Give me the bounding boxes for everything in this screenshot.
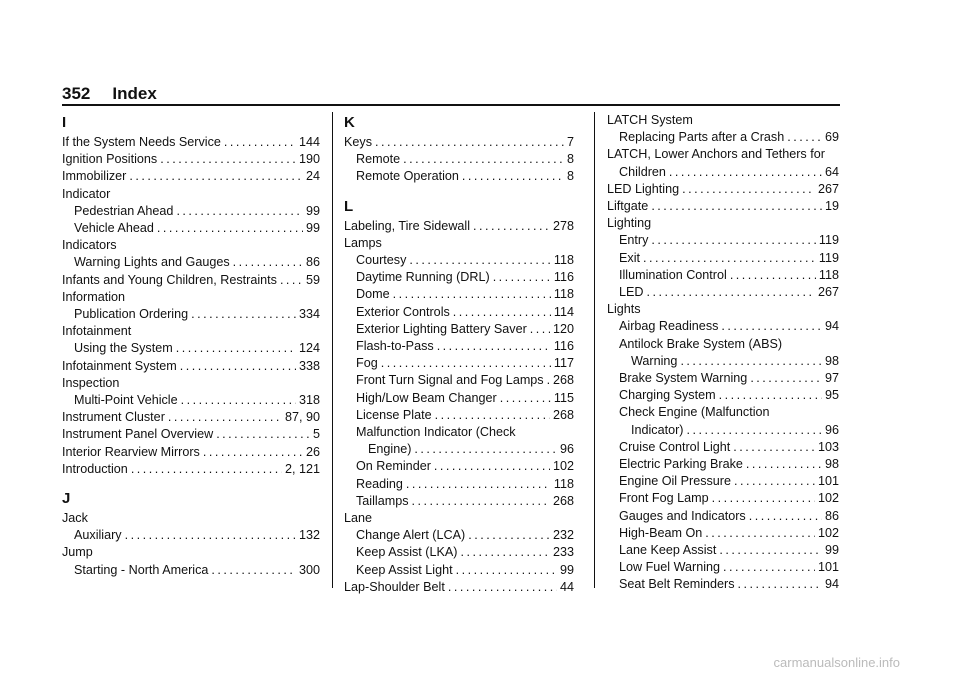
leader-dots [749, 508, 822, 525]
entry-term: Ignition Positions [62, 152, 158, 167]
index-entry[interactable] [62, 358, 320, 375]
index-entry[interactable] [62, 392, 320, 409]
entry-page-ref[interactable]: 268 [552, 407, 574, 422]
index-entry[interactable] [62, 220, 320, 237]
entry-term: Change Alert (LCA) [356, 528, 466, 543]
entry-page-ref[interactable]: 95 [824, 388, 839, 403]
entry-term: Vehicle Ahead [74, 221, 154, 236]
entry-term: Introduction [62, 461, 128, 476]
index-entry[interactable] [62, 562, 320, 579]
leader-dots [734, 473, 815, 490]
index-entry[interactable] [344, 252, 574, 269]
entry-term: Low Fuel Warning [619, 560, 721, 575]
entry-term: Electric Parking Brake [619, 457, 743, 472]
leader-dots [180, 358, 296, 375]
index-entry[interactable] [344, 493, 574, 510]
leader-dots [434, 458, 550, 475]
index-entry[interactable] [62, 409, 320, 426]
entry-page-ref[interactable]: 98 [824, 457, 839, 472]
index-entry[interactable] [344, 151, 574, 168]
index-heading: Lights [607, 302, 641, 317]
entry-term: Multi-Point Vehicle [74, 393, 178, 408]
index-column-1 [62, 112, 320, 579]
index-entry[interactable] [607, 284, 839, 301]
index-column-2 [344, 112, 574, 596]
entry-page-ref[interactable]: 120 [552, 321, 574, 336]
entry-page-ref[interactable]: 94 [824, 319, 839, 334]
leader-dots [129, 168, 303, 185]
section-spacer [62, 478, 320, 488]
leader-dots [381, 355, 551, 372]
index-entry[interactable] [607, 129, 839, 146]
index-entry[interactable] [62, 306, 320, 323]
index-entry[interactable] [344, 355, 574, 372]
entry-page-ref[interactable]: 233 [552, 545, 574, 560]
section-letter: K [344, 114, 355, 131]
entry-page-ref[interactable]: 267 [817, 285, 839, 300]
entry-term: On Reminder [356, 459, 431, 474]
leader-dots [723, 559, 815, 576]
entry-page-ref[interactable]: 118 [553, 287, 574, 302]
index-entry[interactable] [607, 525, 839, 542]
entry-term: Charging System [619, 388, 716, 403]
entry-term: Lane Keep Assist [619, 543, 717, 558]
entry-page-ref[interactable]: 115 [553, 390, 574, 405]
leader-dots [435, 407, 550, 424]
index-entry[interactable] [607, 164, 839, 181]
entry-term: Indicator) [631, 422, 684, 437]
page-number: 352 [62, 84, 91, 103]
entry-term: Starting - North America [74, 562, 209, 577]
entry-page-ref[interactable]: 2, 121 [284, 461, 320, 476]
leader-dots [750, 370, 822, 387]
entry-page-ref[interactable]: 19 [824, 199, 839, 214]
index-heading: Indicators [62, 238, 117, 253]
leader-dots [462, 168, 564, 185]
leader-dots [453, 304, 551, 321]
leader-dots [403, 151, 564, 168]
leader-dots [203, 444, 303, 461]
entry-term: Liftgate [607, 199, 649, 214]
index-heading: Malfunction Indicator (Check [356, 425, 516, 440]
entry-page-ref[interactable]: 267 [817, 181, 839, 196]
leader-dots [712, 490, 815, 507]
entry-term: Exit [619, 250, 640, 265]
entry-page-ref[interactable]: 232 [552, 528, 574, 543]
entry-term: Warning Lights and Gauges [74, 255, 230, 270]
entry-page-ref[interactable]: 144 [298, 135, 320, 149]
index-heading: Lighting [607, 216, 652, 231]
leader-dots [651, 198, 822, 215]
index-entry[interactable] [607, 250, 839, 267]
entry-page-ref[interactable]: 69 [824, 130, 839, 145]
index-entry[interactable] [607, 370, 839, 387]
index-heading: Check Engine (Malfunction [619, 405, 770, 420]
index-heading: LATCH, Lower Anchors and Tethers for [607, 147, 825, 162]
entry-page-ref[interactable]: 59 [305, 272, 320, 287]
leader-dots [705, 525, 815, 542]
entry-page-ref[interactable]: 117 [553, 356, 574, 371]
page-header [62, 84, 157, 104]
entry-page-ref[interactable]: 102 [817, 491, 839, 506]
index-entry[interactable] [62, 426, 320, 443]
entry-page-ref[interactable]: 118 [553, 253, 574, 268]
entry-page-ref[interactable]: 97 [824, 371, 839, 386]
entry-term: Replacing Parts after a Crash [619, 130, 785, 145]
index-heading: LATCH System [607, 113, 693, 127]
leader-dots [233, 254, 303, 271]
leader-dots [719, 542, 822, 559]
entry-term: Instrument Panel Overview [62, 427, 214, 442]
index-entry[interactable] [607, 576, 839, 593]
entry-page-ref[interactable]: 98 [824, 353, 839, 368]
entry-term: Infants and Young Children, Restraints [62, 272, 277, 287]
entry-page-ref[interactable]: 102 [817, 525, 839, 540]
entry-page-ref[interactable]: 86 [824, 508, 839, 523]
index-entry[interactable] [607, 473, 839, 490]
index-entry[interactable] [62, 527, 320, 544]
entry-term: Brake System Warning [619, 371, 748, 386]
entry-term: Auxiliary [74, 528, 122, 543]
index-entry[interactable] [344, 134, 574, 151]
index-entry[interactable] [344, 441, 574, 458]
index-entry[interactable] [344, 544, 574, 561]
index-entry[interactable] [607, 387, 839, 404]
leader-dots [448, 579, 557, 596]
leader-dots [176, 203, 303, 220]
index-entry[interactable] [344, 321, 574, 338]
entry-term: Engine) [368, 442, 412, 457]
entry-page-ref[interactable]: 5 [312, 427, 320, 442]
leader-dots [500, 390, 551, 407]
entry-page-ref[interactable]: 99 [305, 203, 320, 218]
entry-page-ref[interactable]: 318 [298, 393, 320, 408]
index-entry[interactable] [62, 168, 320, 185]
leader-dots [211, 562, 296, 579]
leader-dots [157, 220, 303, 237]
leader-dots [468, 527, 550, 544]
entry-term: Flash-to-Pass [356, 339, 434, 354]
index-entry[interactable] [344, 390, 574, 407]
entry-term: Entry [619, 233, 649, 248]
index-entry[interactable] [344, 338, 574, 355]
leader-dots [738, 576, 822, 593]
entry-page-ref[interactable]: 119 [818, 250, 839, 265]
entry-page-ref[interactable]: 124 [298, 341, 320, 356]
entry-page-ref[interactable]: 268 [552, 493, 574, 508]
entry-page-ref[interactable]: 116 [553, 339, 574, 354]
entry-page-ref[interactable]: 118 [818, 267, 839, 282]
leader-dots [191, 306, 296, 323]
leader-dots [414, 441, 557, 458]
index-entry[interactable] [344, 458, 574, 475]
leader-dots [125, 527, 296, 544]
entry-page-ref[interactable]: 44 [559, 579, 574, 594]
entry-term: Front Turn Signal and Fog Lamps [356, 373, 544, 388]
leader-dots [730, 267, 816, 284]
entry-term: Remote Operation [356, 169, 459, 184]
entry-page-ref[interactable]: 26 [305, 444, 320, 459]
index-entry[interactable] [607, 353, 839, 370]
entry-term: Gauges and Indicators [619, 508, 746, 523]
leader-dots [746, 456, 822, 473]
entry-term: Courtesy [356, 253, 407, 268]
index-heading: Jump [62, 545, 93, 560]
entry-term: Warning [631, 353, 678, 368]
entry-page-ref[interactable]: 7 [566, 135, 574, 149]
entry-page-ref[interactable]: 132 [298, 528, 320, 543]
index-entry[interactable] [62, 444, 320, 461]
leader-dots [216, 426, 310, 443]
entry-term: Illumination Control [619, 267, 727, 282]
leader-dots [643, 250, 816, 267]
index-entry[interactable] [344, 286, 574, 303]
entry-term: Labeling, Tire Sidewall [344, 218, 471, 233]
index-entry[interactable] [607, 318, 839, 335]
entry-term: Dome [356, 287, 390, 302]
index-heading: Jack [62, 511, 88, 526]
entry-term: Taillamps [356, 493, 409, 508]
section-spacer [344, 186, 574, 196]
entry-page-ref[interactable]: 87, 90 [284, 410, 320, 425]
entry-term: Interior Rearview Mirrors [62, 444, 200, 459]
entry-term: Engine Oil Pressure [619, 474, 731, 489]
section-letter: L [344, 197, 354, 215]
entry-page-ref[interactable]: 96 [824, 422, 839, 437]
leader-dots [456, 562, 557, 579]
entry-page-ref[interactable]: 86 [305, 255, 320, 270]
entry-page-ref[interactable]: 96 [559, 442, 574, 457]
entry-term: Exterior Controls [356, 304, 450, 319]
entry-term: Pedestrian Ahead [74, 203, 174, 218]
leader-dots [176, 340, 296, 357]
entry-term: Instrument Cluster [62, 410, 165, 425]
index-entry[interactable] [62, 272, 320, 289]
entry-term: Fog [356, 356, 378, 371]
index-entry[interactable] [607, 198, 839, 215]
entry-page-ref[interactable]: 118 [553, 476, 574, 491]
entry-page-ref[interactable]: 99 [305, 221, 320, 236]
leader-dots [530, 321, 550, 338]
entry-term: Front Fog Lamp [619, 491, 709, 506]
index-entry[interactable] [344, 218, 574, 235]
entry-page-ref[interactable]: 101 [817, 474, 839, 489]
index-entry[interactable] [607, 490, 839, 507]
entry-term: Cruise Control Light [619, 439, 731, 454]
entry-page-ref[interactable]: 102 [552, 459, 574, 474]
entry-term: Keep Assist (LKA) [356, 545, 458, 560]
leader-dots [651, 232, 816, 249]
entry-term: Daytime Running (DRL) [356, 270, 490, 285]
entry-page-ref[interactable]: 268 [552, 373, 574, 388]
index-entry[interactable] [344, 304, 574, 321]
index-heading: Antilock Brake System (ABS) [619, 336, 783, 351]
section-letter: I [62, 114, 67, 131]
section-letter: J [62, 490, 71, 508]
leader-dots [647, 284, 815, 301]
entry-term: LED Lighting [607, 181, 680, 196]
index-heading: Inspection [62, 375, 120, 390]
entry-term: Keys [344, 135, 372, 149]
leader-dots [393, 286, 551, 303]
leader-dots [787, 129, 822, 146]
leader-dots [181, 392, 296, 409]
index-entry[interactable] [607, 181, 839, 198]
leader-dots [131, 461, 282, 478]
index-entry[interactable] [607, 508, 839, 525]
leader-dots [406, 476, 551, 493]
index-entry[interactable] [62, 151, 320, 168]
entry-term: High/Low Beam Changer [356, 390, 497, 405]
leader-dots [168, 409, 282, 426]
page-title: Index [112, 84, 157, 103]
index-entry[interactable] [344, 407, 574, 424]
index-entry[interactable] [607, 267, 839, 284]
leader-dots [437, 338, 551, 355]
index-entry[interactable] [607, 542, 839, 559]
entry-page-ref[interactable]: 338 [298, 358, 320, 373]
entry-page-ref[interactable]: 278 [552, 218, 574, 233]
leader-dots [461, 544, 550, 561]
leader-dots [409, 252, 551, 269]
entry-page-ref[interactable]: 103 [817, 439, 839, 454]
index-entry[interactable] [344, 579, 574, 596]
entry-term: Keep Assist Light [356, 562, 453, 577]
column-divider [332, 112, 333, 588]
index-entry[interactable] [607, 559, 839, 576]
index-entry[interactable] [62, 461, 320, 478]
leader-dots [721, 318, 822, 335]
index-entry[interactable] [344, 372, 574, 389]
index-entry[interactable] [62, 134, 320, 151]
entry-term: Exterior Lighting Battery Saver [356, 321, 527, 336]
entry-term: Seat Belt Reminders [619, 577, 735, 592]
entry-term: License Plate [356, 407, 432, 422]
entry-term: LED [619, 285, 644, 300]
leader-dots [733, 439, 815, 456]
entry-page-ref[interactable]: 114 [553, 304, 574, 319]
entry-page-ref[interactable]: 190 [298, 152, 320, 167]
index-heading: Infotainment [62, 324, 132, 339]
index-entry[interactable] [344, 269, 574, 286]
index-heading: Lane [344, 511, 373, 526]
entry-page-ref[interactable]: 119 [818, 233, 839, 248]
leader-dots [687, 422, 822, 439]
index-entry[interactable] [344, 168, 574, 185]
entry-term: Airbag Readiness [619, 319, 719, 334]
entry-term: High-Beam On [619, 525, 703, 540]
entry-term: Children [619, 164, 666, 179]
leader-dots [493, 269, 551, 286]
entry-term: Immobilizer [62, 169, 127, 184]
index-entry[interactable] [607, 232, 839, 249]
entry-page-ref[interactable]: 99 [559, 562, 574, 577]
watermark: carmanualsonline.info [773, 655, 900, 670]
index-entry[interactable] [344, 562, 574, 579]
index-heading: Lamps [344, 235, 382, 250]
leader-dots [473, 218, 550, 235]
entry-page-ref[interactable]: 8 [566, 169, 574, 184]
leader-dots [280, 272, 303, 289]
entry-page-ref[interactable]: 101 [817, 560, 839, 575]
index-entry[interactable] [607, 422, 839, 439]
leader-dots [547, 372, 550, 389]
index-entry[interactable] [62, 254, 320, 271]
leader-dots [719, 387, 822, 404]
header-rule [62, 104, 840, 106]
index-entry[interactable] [607, 439, 839, 456]
entry-term: Infotainment System [62, 358, 177, 373]
entry-page-ref[interactable]: 8 [566, 152, 574, 167]
leader-dots [669, 164, 822, 181]
entry-page-ref[interactable]: 334 [298, 307, 320, 322]
entry-page-ref[interactable]: 64 [824, 164, 839, 179]
entry-page-ref[interactable]: 300 [298, 562, 320, 577]
entry-term: Lap-Shoulder Belt [344, 579, 445, 594]
leader-dots [224, 134, 296, 151]
entry-term: Using the System [74, 341, 173, 356]
leader-dots [412, 493, 550, 510]
entry-page-ref[interactable]: 94 [824, 577, 839, 592]
index-entry[interactable] [344, 476, 574, 493]
index-entry[interactable] [62, 340, 320, 357]
entry-page-ref[interactable]: 116 [553, 270, 574, 285]
index-column-3 [607, 112, 839, 594]
entry-term: If the System Needs Service [62, 135, 221, 149]
entry-term: Reading [356, 476, 403, 491]
index-entry[interactable] [62, 203, 320, 220]
index-entry[interactable] [607, 456, 839, 473]
entry-page-ref[interactable]: 99 [824, 543, 839, 558]
leader-dots [160, 151, 296, 168]
column-divider [594, 112, 595, 588]
index-entry[interactable] [344, 527, 574, 544]
index-heading: Information [62, 289, 125, 304]
entry-term: Remote [356, 152, 401, 167]
entry-page-ref[interactable]: 24 [305, 169, 320, 184]
leader-dots [680, 353, 822, 370]
leader-dots [375, 134, 564, 151]
index-heading: Indicator [62, 186, 111, 201]
leader-dots [682, 181, 815, 198]
entry-term: Publication Ordering [74, 307, 189, 322]
